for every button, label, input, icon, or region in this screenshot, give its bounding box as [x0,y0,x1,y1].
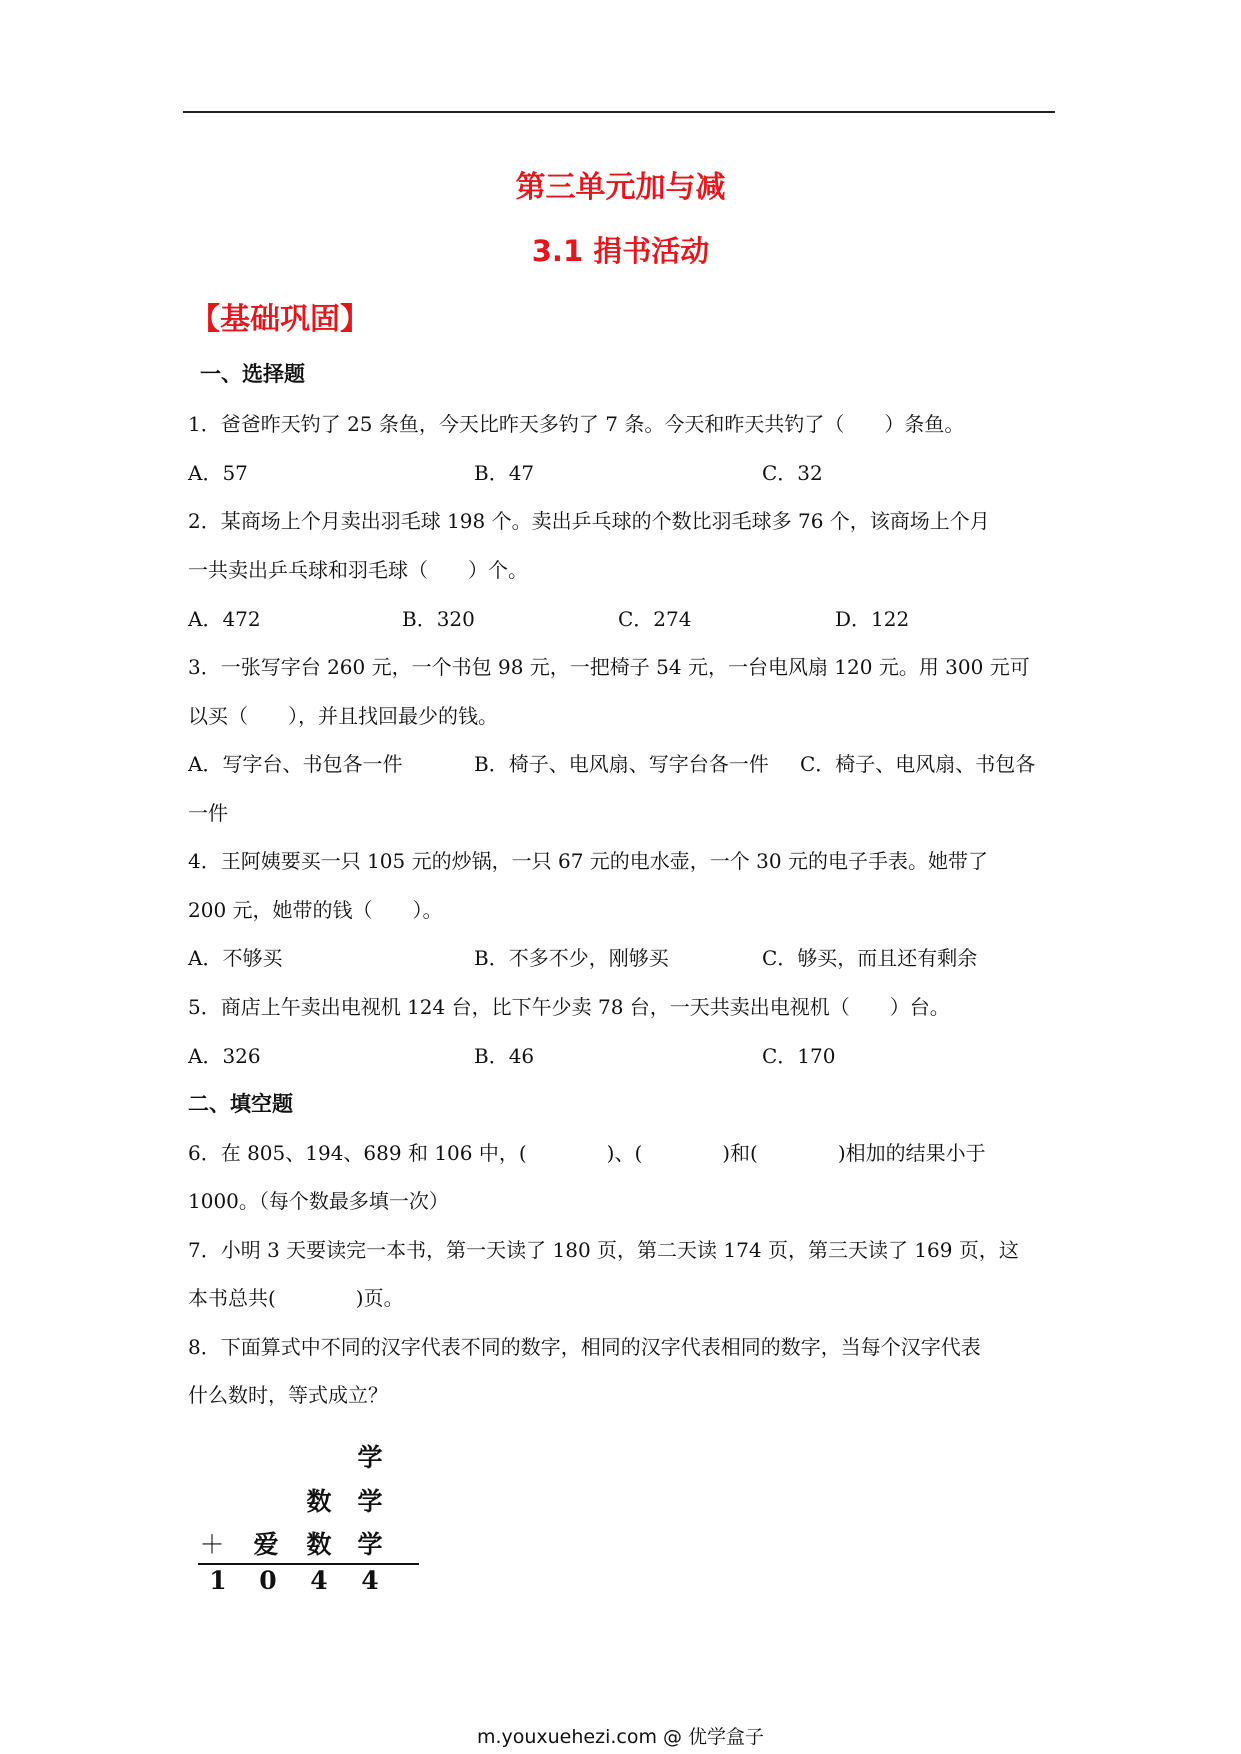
plus-sign: ＋ [199,1530,225,1559]
q1-option-b: B．47 [474,461,535,485]
question-3-line-2: 以买（ ），并且找回最少的钱。 [188,704,498,728]
q5-option-c: C．170 [762,1044,836,1068]
footer-watermark: m.youxuehezi.com @ 优学盒子 [476,1726,765,1748]
q3-option-b: B．椅子、电风扇、写字台各一件 [474,752,769,776]
puzzle-result-digit: 0 [259,1566,277,1595]
question-3-line-1: 3．一张写字台 260 元，一个书包 98 元，一把椅子 54 元，一台电风扇 120 元。用 300 元可 [188,655,1030,679]
part1-heading: 一、选择题 [200,362,305,386]
puzzle-result-digit: 4 [361,1566,379,1595]
part2-heading: 二、填空题 [188,1092,293,1116]
q4-option-b: B．不多不少，刚够买 [474,946,669,970]
page-title: 第三单元加与减 [515,170,726,205]
puzzle-row3-cell: 数 [306,1530,332,1559]
question-2-line-1: 2．某商场上个月卖出羽毛球 198 个。卖出乒乓球的个数比羽毛球多 76 个，该商场上个月 [188,509,990,533]
q1-option-a: A．57 [188,461,248,485]
question-2-line-2: 一共卖出乒乓球和羽毛球（ ）个。 [188,558,528,582]
section-tag: 【基础巩固】 [190,302,370,337]
puzzle-row1-cell: 学 [357,1443,383,1472]
question-5: 5．商店上午卖出电视机 124 台，比下午少卖 78 台，一天共卖出电视机（ ）台。 [188,995,950,1019]
q5-option-a: A．326 [188,1044,261,1068]
question-4-line-1: 4．王阿姨要买一只 105 元的炒锅，一只 67 元的电水壶，一个 30 元的电子手表。她带了 [188,849,988,873]
puzzle-row3-cell: 爱 [253,1530,279,1559]
q1-option-c: C．32 [762,461,823,485]
q5-option-b: B．46 [474,1044,535,1068]
question-4-line-2: 200 元，她带的钱（ ）。 [188,898,443,922]
question-8-line-1: 8．下面算式中不同的汉字代表不同的数字，相同的汉字代表相同的数字，当每个汉字代表 [188,1335,981,1359]
header-rule [183,111,1055,113]
q4-option-c: C．够买，而且还有剩余 [762,946,978,970]
question-8-line-2: 什么数时，等式成立？ [188,1383,388,1407]
q2-option-c: C．274 [618,607,692,631]
q2-option-a: A．472 [188,607,261,631]
lesson-subtitle: 3.1 捐书活动 [531,234,710,268]
question-7-line-2: 本书总共( )页。 [188,1286,404,1310]
q3-option-c: C．椅子、电风扇、书包各 [800,752,1036,776]
puzzle-row2-cell: 数 [306,1487,332,1516]
puzzle-result-digit: 4 [310,1566,328,1595]
question-1: 1．爸爸昨天钓了 25 条鱼，今天比昨天多钓了 7 条。今天和昨天共钓了（ ）条鱼。 [188,412,965,436]
q2-option-b: B．320 [402,607,475,631]
q4-option-a: A．不够买 [188,946,283,970]
puzzle-result-digit: 1 [209,1566,227,1595]
puzzle-sum-line [198,1563,419,1565]
puzzle-row2-cell: 学 [357,1487,383,1516]
question-6-line-1: 6．在 805、194、689 和 106 中，( )、( )和( )相加的结果小于 [188,1141,986,1165]
question-7-line-1: 7．小明 3 天要读完一本书，第一天读了 180 页，第二天读 174 页，第三天读了 169 页，这 [188,1238,1019,1262]
q3-option-a: A．写字台、书包各一件 [188,752,403,776]
question-6-line-2: 1000。（每个数最多填一次） [188,1189,449,1213]
q3-option-c-continued: 一件 [188,801,228,825]
q2-option-d: D．122 [835,607,910,631]
puzzle-row3-cell: 学 [357,1530,383,1559]
